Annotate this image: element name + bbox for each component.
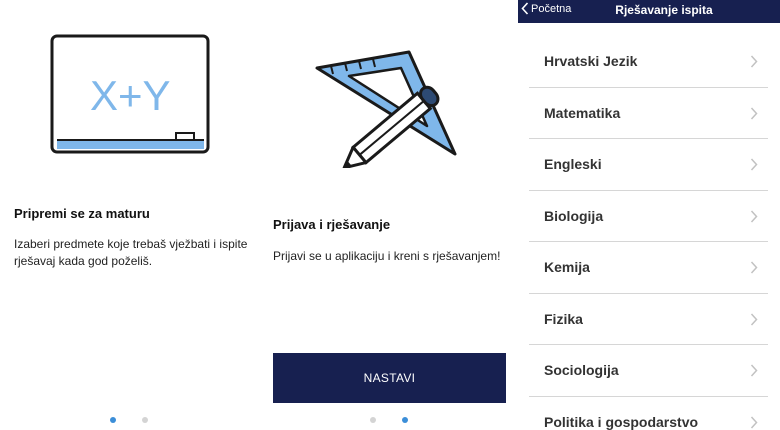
chevron-right-icon xyxy=(750,210,758,223)
chalkboard-illustration xyxy=(50,34,212,156)
onboarding-screen-2 xyxy=(259,0,518,430)
onboarding-screen-1 xyxy=(0,0,259,430)
page-dot-active[interactable] xyxy=(110,417,116,423)
page-indicator xyxy=(110,417,148,423)
subject-label: Matematika xyxy=(544,104,621,121)
chevron-right-icon xyxy=(750,261,758,274)
subject-label: Sociologija xyxy=(544,362,619,378)
subject-item-engleski[interactable] xyxy=(529,139,768,191)
page-dot-active[interactable] xyxy=(402,417,408,423)
subject-label: Kemija xyxy=(544,259,590,275)
subject-label: Fizika xyxy=(544,310,583,327)
exam-solving-screen xyxy=(518,0,780,430)
subject-item-politika-i-gospodarstvo[interactable] xyxy=(529,397,768,430)
onboarding-description: Prijavi se u aplikaciju i kreni s rješavanjem! xyxy=(273,249,501,263)
chevron-right-icon xyxy=(750,313,758,326)
subject-label: Hrvatski Jezik xyxy=(544,53,638,69)
page-title: Rješavanje ispita xyxy=(615,3,713,17)
subject-label: Engleski xyxy=(544,156,602,172)
subject-item-kemija[interactable] xyxy=(529,242,768,294)
set-square-pencil-illustration xyxy=(309,46,469,168)
subject-item-biologija[interactable] xyxy=(529,191,768,243)
page-dot[interactable] xyxy=(370,417,376,423)
continue-button[interactable]: NASTAVI xyxy=(273,353,506,403)
nav-bar xyxy=(518,0,780,23)
onboarding-description: Izaberi predmete koje trebaš vježbati i ispite rješavaj kada god poželiš. xyxy=(14,237,248,268)
chevron-right-icon xyxy=(750,107,758,120)
chevron-right-icon xyxy=(750,416,758,429)
subject-label: Biologija xyxy=(544,207,604,224)
subject-item-matematika[interactable] xyxy=(529,88,768,140)
board-text: X+Y xyxy=(90,72,171,119)
subject-item-sociologija[interactable] xyxy=(529,345,768,397)
chevron-right-icon xyxy=(750,55,758,68)
chevron-right-icon xyxy=(750,158,758,171)
subject-list xyxy=(518,36,780,430)
onboarding-title: Prijava i rješavanje xyxy=(273,217,391,232)
back-label: Početna xyxy=(531,2,572,15)
page-indicator xyxy=(370,417,408,423)
onboarding-title: Pripremi se za maturu xyxy=(14,206,150,221)
subject-item-hrvatski-jezik[interactable] xyxy=(529,36,768,88)
subject-item-fizika[interactable] xyxy=(529,294,768,346)
page-dot[interactable] xyxy=(142,417,148,423)
chevron-right-icon xyxy=(750,364,758,377)
subject-label: Politika i gospodarstvo xyxy=(544,413,699,430)
